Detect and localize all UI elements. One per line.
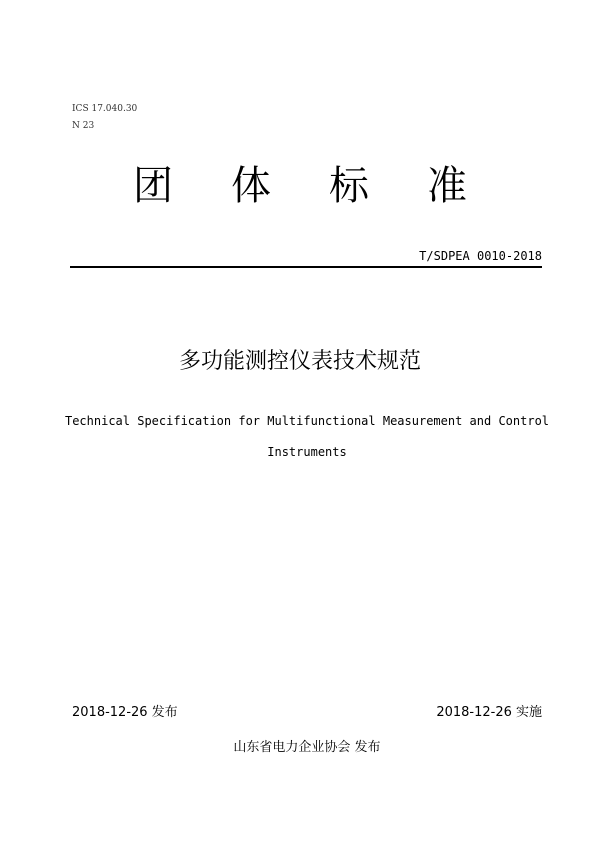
standard-number: T/SDPEA 0010-2018 — [419, 249, 542, 263]
ccs-code: N 23 — [72, 121, 95, 131]
issuer: 山东省电力企业协会 发布 — [233, 740, 381, 755]
header-divider — [70, 266, 542, 268]
implementation-date: 2018-12-26 实施 — [436, 705, 542, 720]
issue-date: 2018-12-26 发布 — [72, 705, 178, 720]
standard-type-heading: 团体标准 — [133, 163, 525, 209]
title-english-line1: Technical Specification for Multifunctional Measurement and Control — [64, 414, 550, 428]
title-english-line2: Instruments — [267, 445, 347, 459]
title-chinese: 多功能测控仪表技术规范 — [178, 349, 421, 374]
ics-code: ICS 17.040.30 — [72, 104, 138, 114]
